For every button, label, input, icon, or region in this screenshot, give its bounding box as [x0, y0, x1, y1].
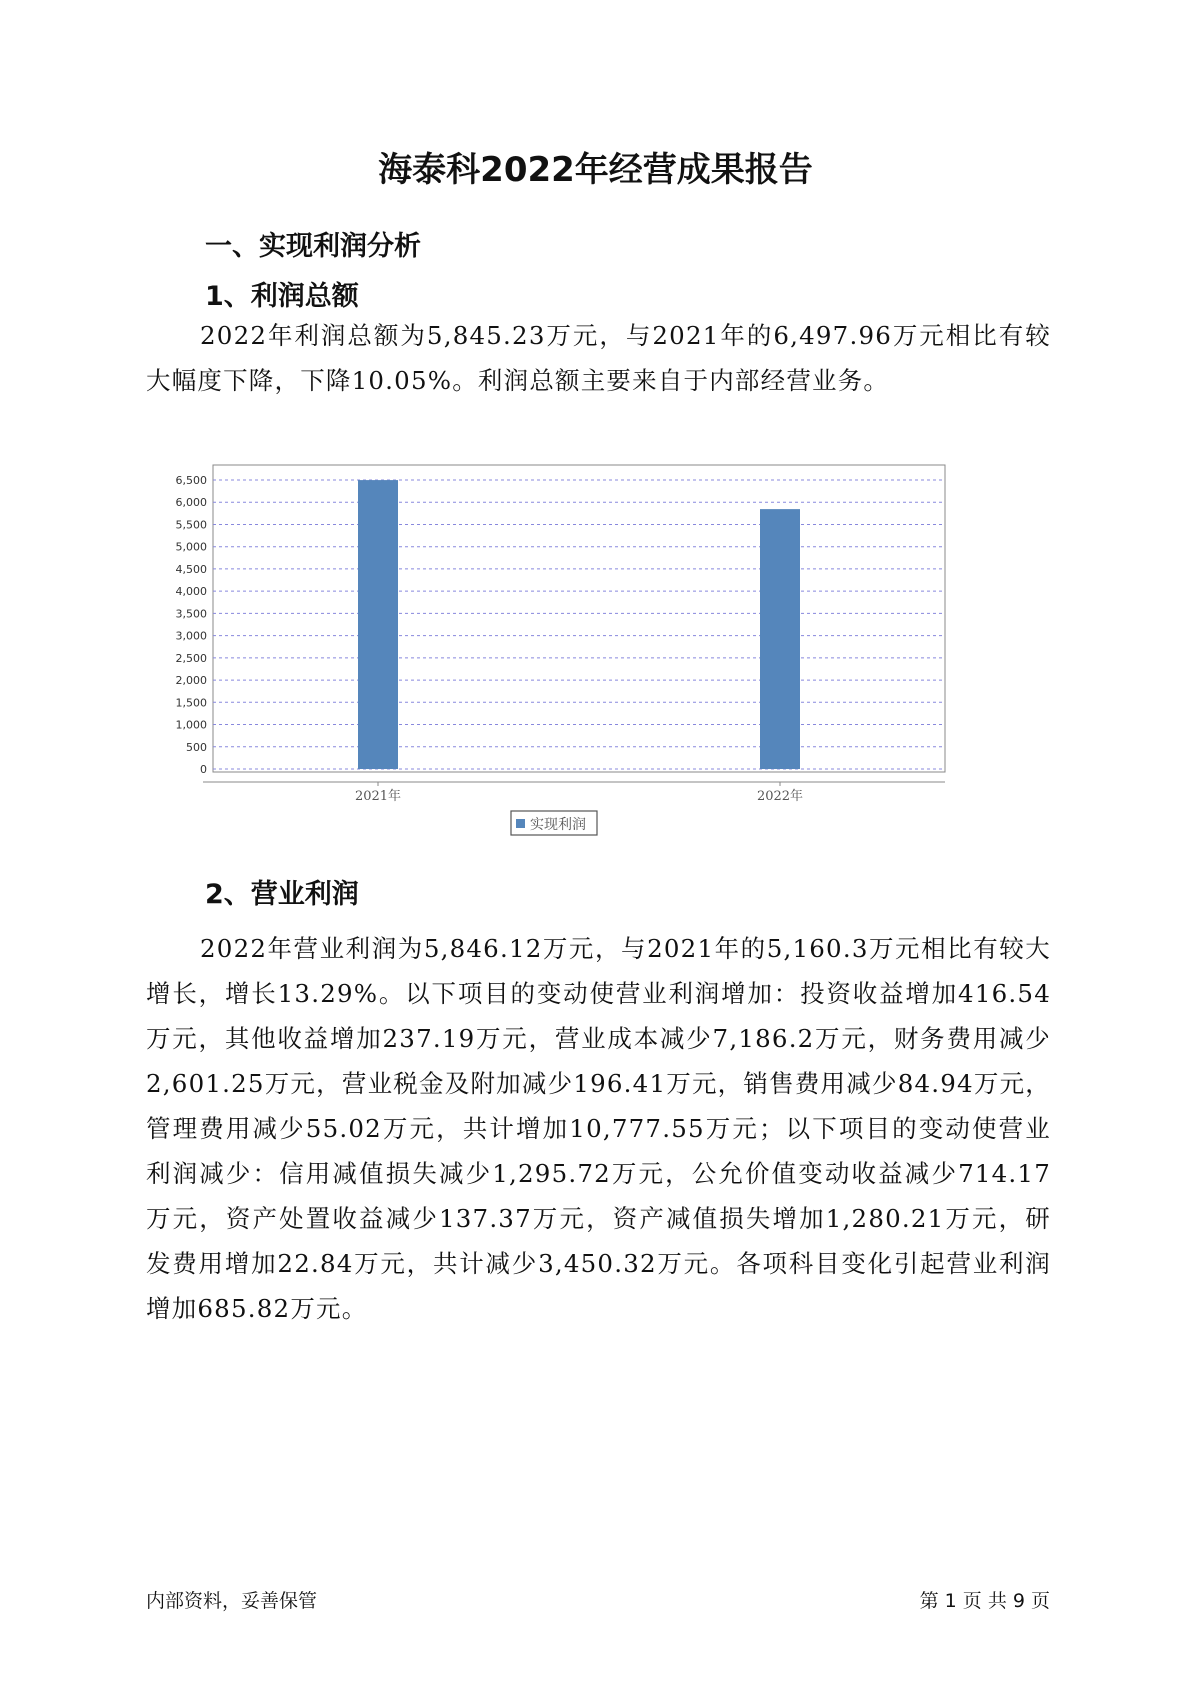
plot-area	[213, 465, 945, 772]
y-axis-ticks	[176, 474, 208, 776]
y-tick-label: 2,500	[175, 651, 207, 665]
bar-1	[358, 480, 398, 769]
y-tick-label: 3,500	[175, 607, 207, 621]
y-tick-label: 1,500	[175, 696, 207, 710]
y-tick-label: 2,000	[175, 674, 207, 688]
y-tick-label: 1,000	[175, 718, 207, 732]
x-axis-labels	[355, 782, 803, 804]
legend	[511, 811, 597, 835]
paragraph-operating-profit: 2022年营业利润为5,846.12万元，与2021年的5,160.3万元相比有较大增长，增长13.29%。以下项目的变动使营业利润增加：投资收益增加416.54万元，其他收益增加237.19万元，营业成本减少7,186.2万元，财务费用减少2,601.25万元，营业税金及附加减少196.41万元，销售费用减少84.94万元，管理费用减少55.02万元，共计增加10,777.55万元；以下项目的变动使营业利润减少：信用减值损失减少1,295.72万元，公允价值变动收益减少714.17万元，资产处置收益减少137.37万元，资产减值损失增加1,280.21万元，研发费用增加22.84万元，共计减少3,450.32万元。各项科目变化引起营业利润增加685.82万元。	[146, 934, 1051, 1323]
y-tick-label: 5,000	[175, 540, 207, 554]
y-tick-label: 3,000	[175, 629, 207, 643]
y-tick-label: 4,500	[175, 562, 207, 576]
paragraph-total-profit: 2022年利润总额为5,845.23万元，与2021年的6,497.96万元相比有较大幅度下降，下降10.05%。利润总额主要来自于内部经营业务。	[146, 321, 1051, 395]
bar-2	[760, 509, 800, 769]
y-tick-label: 6,500	[175, 474, 207, 487]
footer-page-number: 第 1 页 共 9 页	[919, 1590, 1050, 1612]
legend-label: 实现利润	[530, 817, 586, 833]
profit-bar-chart	[140, 455, 1040, 855]
x-tick-label: 2021年	[354, 789, 402, 804]
section-heading-profit-analysis: 一、实现利润分析	[205, 231, 421, 262]
y-tick-label: 5,500	[175, 518, 207, 532]
subheading-total-profit: 1、利润总额	[205, 281, 359, 312]
y-tick-label: 500	[186, 740, 207, 754]
page-title: 海泰科2022年经营成果报告	[378, 150, 813, 190]
x-tick-label: 2022年	[756, 789, 804, 804]
footer-confidential-note: 内部资料，妥善保管	[146, 1590, 318, 1612]
subheading-operating-profit: 2、营业利润	[205, 879, 359, 910]
y-tick-label: 4,000	[175, 585, 207, 599]
legend-swatch	[516, 819, 525, 828]
y-tick-label: 6,000	[175, 496, 207, 510]
y-tick-label: 0	[200, 763, 207, 776]
